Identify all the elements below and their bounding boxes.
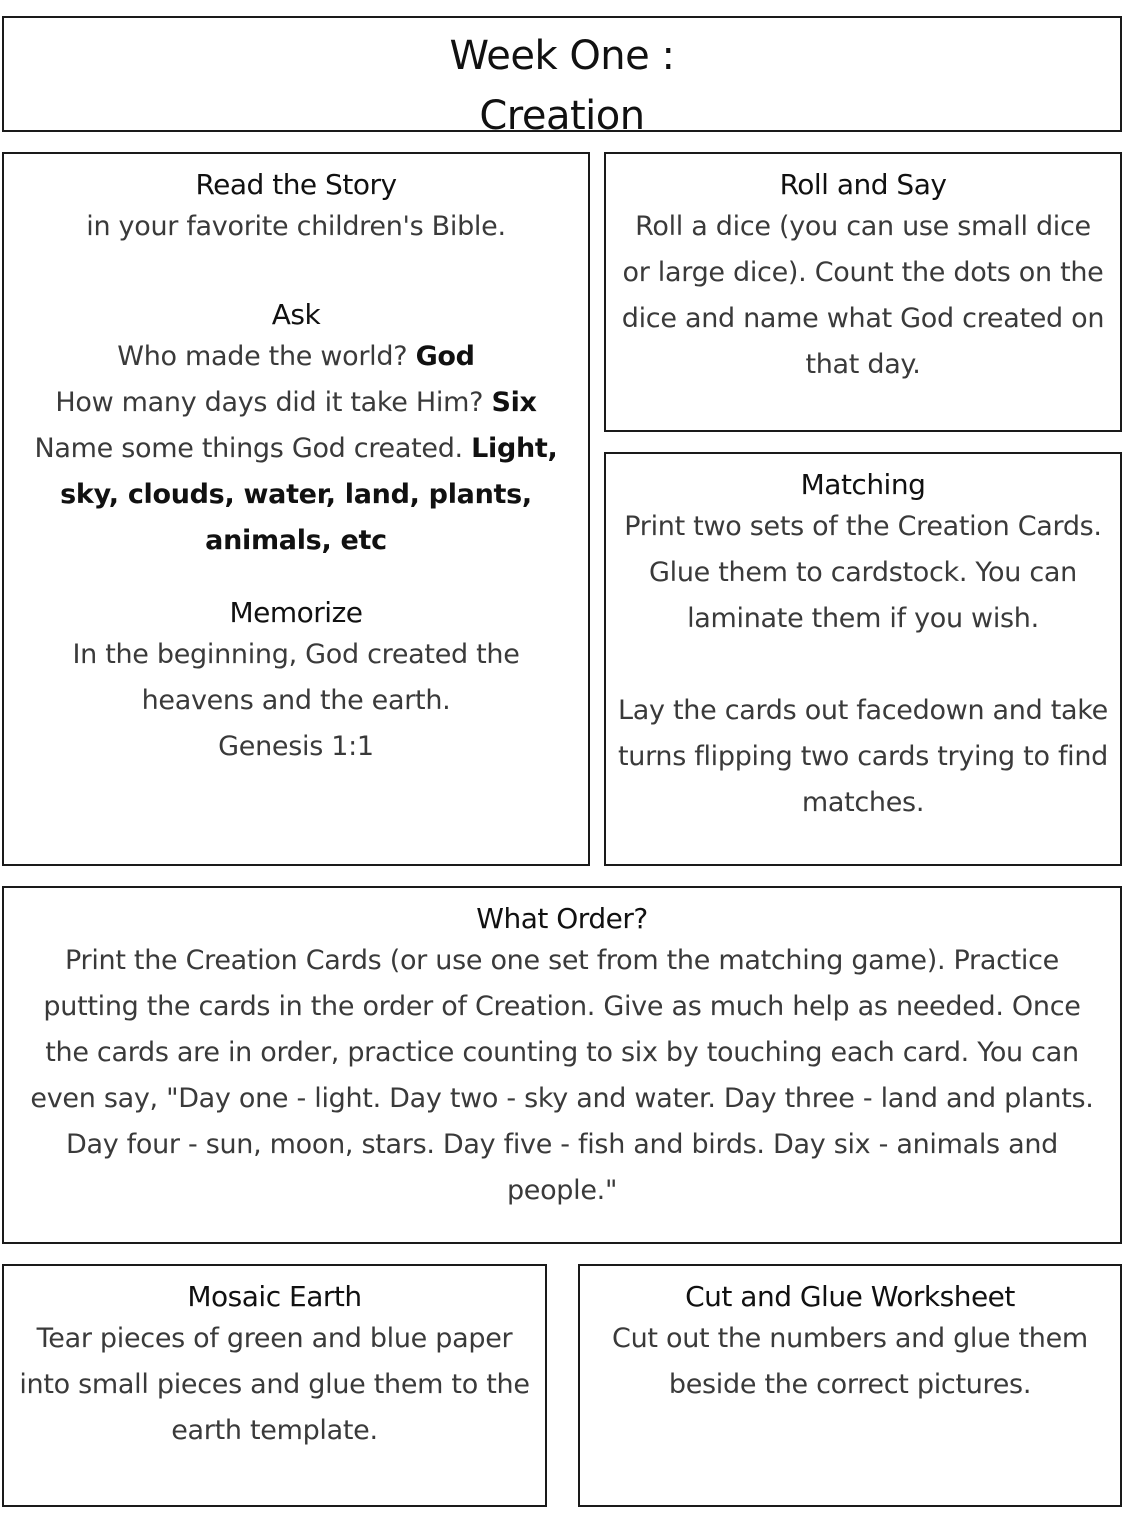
cut-and-glue-section xyxy=(578,1264,1122,1507)
mosaic-earth-text: Tear pieces of green and blue paper into small pieces and glue them to the earth template. xyxy=(19,1323,530,1446)
matching-section xyxy=(604,452,1122,866)
read-story-heading: Read the Story xyxy=(195,168,397,201)
matching-paragraph: Print two sets of the Creation Cards. Glue them to cardstock. You can laminate them if you wish. xyxy=(624,511,1102,634)
what-order-text: Print the Creation Cards (or use one set from the matching game). Practice putting the cards in the order of Creation. Give as much help as needed. Once the cards are in order, practice counting to six by touching each card. You can even say, "Day one - light. Day two - sky and water. Day three - land and plants. Day four - sun, moon, stars. Day five - fish and birds. Day six - animals and people." xyxy=(30,945,1094,1206)
matching-heading: Matching xyxy=(800,468,926,501)
question-item xyxy=(20,334,572,380)
question-text: Who made the world? xyxy=(117,341,408,372)
question-item xyxy=(20,380,572,426)
question-text: How many days did it take Him? xyxy=(55,387,484,418)
cut-and-glue-text: Cut out the numbers and glue them beside the correct pictures. xyxy=(612,1323,1088,1400)
read-story-text: in your favorite children's Bible. xyxy=(86,211,506,242)
what-order-section xyxy=(2,886,1122,1244)
mosaic-earth-section xyxy=(2,1264,547,1507)
question-text: Name some things God created. xyxy=(34,433,463,464)
memory-verse-line: heavens and the earth. xyxy=(141,685,451,716)
memorize-heading: Memorize xyxy=(229,596,363,629)
question-item xyxy=(20,426,572,564)
answer-text: Six xyxy=(491,387,537,418)
roll-and-say-section xyxy=(604,152,1122,432)
mosaic-earth-heading: Mosaic Earth xyxy=(187,1280,362,1313)
page-title-theme: Creation xyxy=(479,93,645,132)
what-order-heading: What Order? xyxy=(476,902,648,935)
memory-verse-line: In the beginning, God created the xyxy=(72,639,520,670)
read-story-section xyxy=(2,152,590,866)
answer-text: God xyxy=(415,341,475,372)
ask-heading: Ask xyxy=(271,298,321,331)
roll-and-say-text: Roll a dice (you can use small dice or large dice). Count the dots on the dice and name what God created on that day. xyxy=(621,211,1105,380)
verse-reference: Genesis 1:1 xyxy=(218,731,374,762)
cut-and-glue-heading: Cut and Glue Worksheet xyxy=(685,1280,1015,1313)
roll-and-say-heading: Roll and Say xyxy=(779,168,947,201)
title-box xyxy=(2,16,1122,132)
page-title-week: Week One : xyxy=(449,33,675,79)
matching-paragraph: Lay the cards out facedown and take turns flipping two cards trying to find matches. xyxy=(617,695,1109,818)
answer-text: Light, sky, clouds, water, land, plants, animals, etc xyxy=(60,433,558,556)
